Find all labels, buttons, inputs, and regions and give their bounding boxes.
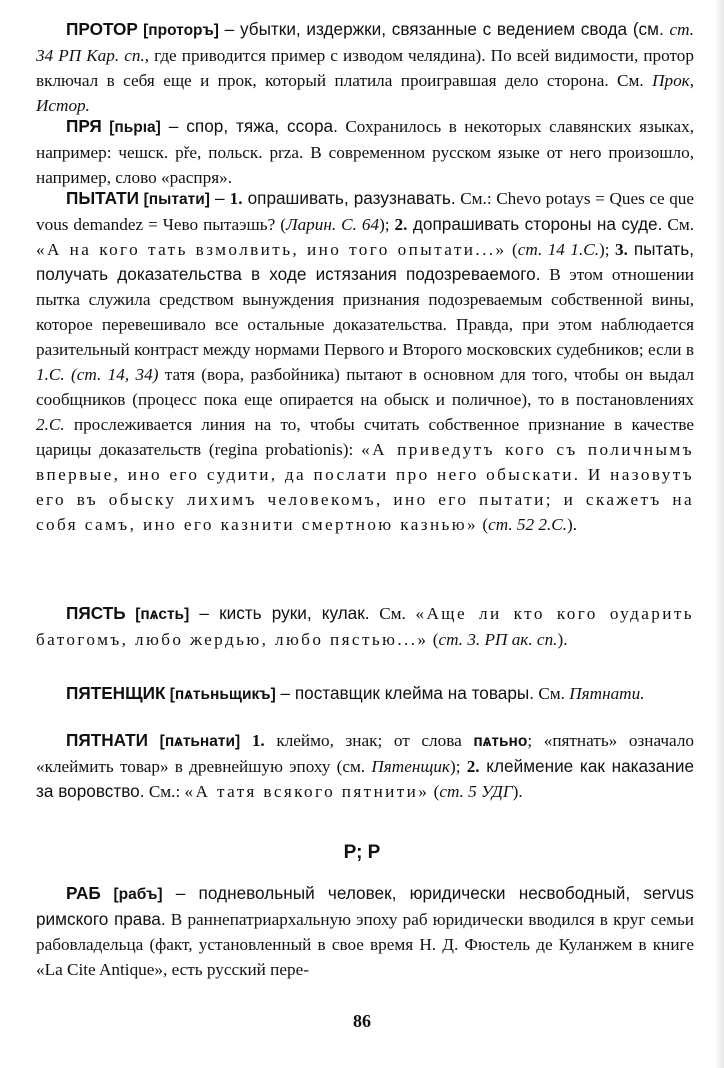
reference: ст. 52 2.С. (488, 515, 568, 535)
entry-rab: РАБ [рабъ] – подневольный человек, юридически несвободный, servus римского права. В раннепатриархальную эпоху раб юридически вводился в круг семьи рабовладельца (факт, установленный в свое время Н. Д. Фюстель де Куланжем в книге «La Cite Antique», есть русский пере- (36, 883, 695, 980)
reference: Прок, Истор. (36, 71, 694, 116)
reference: 2.С. (36, 415, 65, 435)
reference: Ларин. С. 64 (285, 215, 380, 235)
slavonic-form: [пытати] (143, 191, 210, 209)
quotation: «Аще ли кто кого оударить батогомъ, любо жердью, любо пястью...» (36, 604, 695, 650)
slavonic-form: [пѧсть] (135, 606, 190, 624)
headword: ПЯСТЬ (66, 603, 126, 624)
slavonic-form: [рабъ] (113, 886, 163, 904)
quotation: «А на кого тать взмолвить, ино того опытати...» (36, 240, 507, 260)
section-letter-heading: Р; Р (343, 842, 381, 863)
entry-protor: ПРОТОР [проторъ] – убытки, издержки, связанные с ведением свода (см. ст. 34 РП Кар. сп., где приводится пример с изводом челядина). По всей видимости, протор включал в себя еще и прок, который платила проигравшая дело сторона. См. Прок, Истор. (36, 19, 694, 116)
reference: Пятенщик (371, 757, 450, 777)
slavonic-form: [пѧтьньщикъ] (169, 686, 276, 704)
entry-pytati: ПЫТАТИ [пытати] – 1. опрашивать, разузнавать. См.: Chevo potays = Ques ce que vous demandez = Чево пытаэшь? (Ларин. С. 64); 2. допрашивать стороны на суде. См. «А на кого тать взмолвить, ино того опытати...» (ст. 14 1.С.); 3. пытать, получать доказательства в ходе истязания подозреваемого. В этом отношении пытка служила средством вынуждения признания подозреваемым собственной вины, которое перевешивало все остальные доказательства. Правда, при этом наблюдается разительный контраст между нормами Первого и Второго московских судебников; если в 1.С. (ст. 14, 34) татя (вора, разбойника) пытают в основном для того, чтобы он выдал сообщников (процесс пока еще опирается на обыск и поличное), то в постановлениях 2.С. прослеживается линия на то, чтобы считать собственное признание в качестве царицы доказательств (regina probationis): «А приведутъ кого съ поличнымъ впервые, ино его судити, да послати про него обыскати. И назовутъ его въ обыску лихимъ человекомъ, ино его пытати; и скажетъ на собя самъ, ино его казнити смертною казнью» (ст. 52 2.С.). (36, 188, 695, 535)
quotation: «А приведутъ кого съ поличнымъ впервые, ино его судити, да послати про него обыскати. И назовутъ его въ обыску лихимъ человекомъ, ино его пытати; и скажетъ на собя самъ, ино его казнити смертною казнью» (36, 440, 694, 535)
page-number: 86 (353, 1011, 371, 1031)
headword: ПЯТЕНЩИК (66, 683, 166, 704)
headword: ПРЯ (66, 116, 102, 137)
entry-pyatnati: ПЯТНАТИ [пѧтьнати] 1. клеймо, знак; от слова пѧтьно; «пятнать» означало «клеймить товар» в древнейшую эпоху (см. Пятенщик); 2. клеймение как наказание за воровство. См.: «А татя всякого пятнити» (ст. 5 УДГ). (36, 730, 695, 802)
slavonic-form: [пьрıа] (109, 119, 161, 137)
slavonic-form: [проторъ] (143, 22, 219, 40)
quotation: «А татя всякого пятнити» (184, 782, 430, 802)
reference: ст. 5 УДГ (439, 782, 513, 802)
reference: ст. 34 РП Кар. сп. (36, 20, 694, 66)
headword: ПЫТАТИ (66, 188, 140, 209)
reference: ст. 14 1.С. (517, 240, 600, 260)
scan-edge-shadow (714, 0, 724, 1068)
reference: 1.С. (ст. 14, 34) (36, 365, 159, 385)
entry-pyatenshchik: ПЯТЕНЩИК [пѧтьньщикъ] – поставщик клейма на товары. См. Пятнати. (66, 683, 645, 704)
reference: ст. 3. РП ак. сп. (438, 630, 558, 650)
headword: ПРОТОР (66, 19, 138, 40)
reference: Пятнати. (569, 684, 645, 704)
slavonic-form: [пѧтьнати] (159, 733, 241, 751)
entry-pyast: ПЯСТЬ [пѧсть] – кисть руки, кулак. См. «Аще ли кто кого оударить батогомъ, любо жердью, любо пястью...» (ст. 3. РП ак. сп.). (36, 603, 695, 650)
headword: ПЯТНАТИ (66, 730, 149, 751)
slavonic-form: пѧтьно (473, 733, 528, 751)
entry-prya: ПРЯ [пьрıа] – спор, тяжа, ссора. Сохранилось в некоторых славянских языках, например: чешск. pře, польск. prza. В современном русском языке от него произошло, например, слово «распря». (36, 116, 694, 188)
headword: РАБ (66, 883, 101, 904)
